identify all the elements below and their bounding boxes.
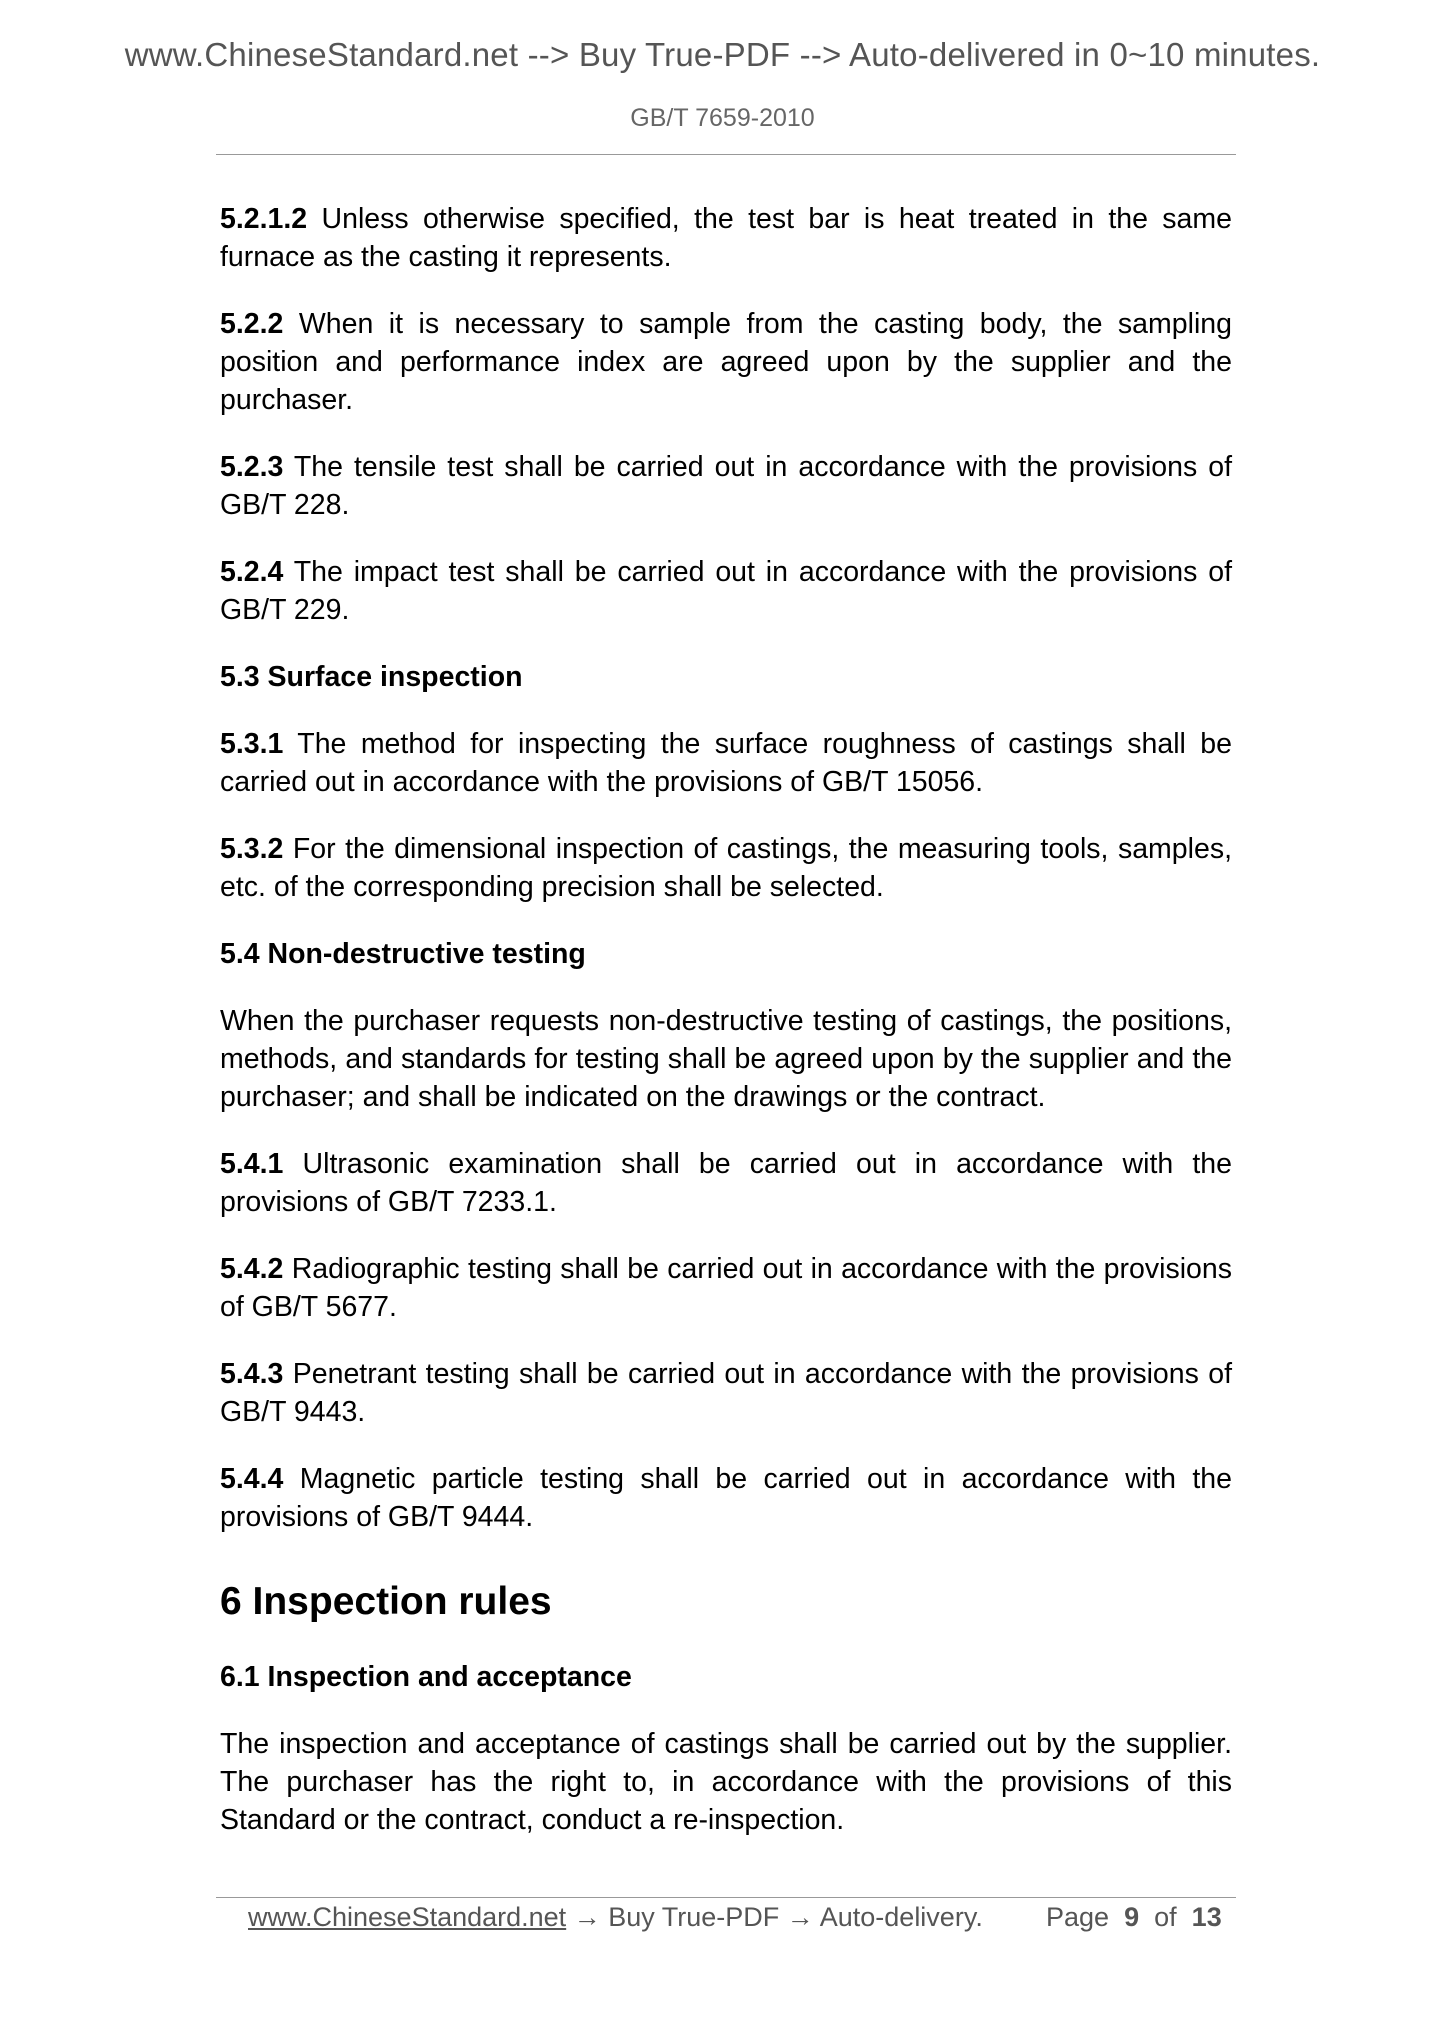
document-body — [220, 200, 1232, 1868]
page-label: Page — [1046, 1902, 1110, 1932]
section-5-4-intro: When the purchaser requests non-destructive testing of castings, the positions, methods, and standards for testing shall be agreed upon by the supplier and the purchaser; and shall be indicated on the drawings or the contract. — [220, 1005, 1232, 1113]
clause-text: For the dimensional inspection of castings, the measuring tools, samples, etc. of the corresponding precision shall be selected. — [220, 833, 1232, 903]
page-indicator — [1046, 1902, 1222, 1933]
clause-text: The impact test shall be carried out in accordance with the provisions of GB/T 229. — [220, 556, 1232, 626]
clause-text: Unless otherwise specified, the test bar is heat treated in the same furnace as the casting it represents. — [220, 203, 1232, 273]
clause-5-2-2 — [220, 305, 1232, 419]
clause-text: Magnetic particle testing shall be carried out in accordance with the provisions of GB/T 9444. — [220, 1463, 1232, 1533]
clause-text: The tensile test shall be carried out in accordance with the provisions of GB/T 228. — [220, 451, 1232, 521]
page-total: 13 — [1191, 1902, 1222, 1932]
of-label: of — [1154, 1902, 1177, 1932]
section-heading-5-3: 5.3 Surface inspection — [220, 661, 523, 693]
clause-text: When it is necessary to sample from the casting body, the sampling position and performance index are agreed upon by the supplier and the purchaser. — [220, 308, 1232, 416]
clause-number: 5.2.2 — [220, 308, 284, 340]
clause-5-3-1 — [220, 725, 1232, 801]
clause-number: 5.4.3 — [220, 1358, 284, 1390]
clause-number: 5.3.1 — [220, 728, 284, 760]
document-code: GB/T 7659-2010 — [630, 104, 815, 132]
clause-5-2-1-2 — [220, 200, 1232, 276]
header-divider — [216, 154, 1236, 155]
clause-text: Penetrant testing shall be carried out in accordance with the provisions of GB/T 9443. — [220, 1358, 1232, 1428]
footer-tagline: → Buy True-PDF → Auto-delivery. — [566, 1902, 983, 1932]
page-number: 9 — [1124, 1902, 1140, 1932]
page-footer — [248, 1902, 1222, 1933]
footer-divider — [216, 1897, 1236, 1898]
section-6-1-text: The inspection and acceptance of castings shall be carried out by the supplier. The purchaser has the right to, in accordance with the provisions of this Standard or the contract, conduct a re-inspection. — [220, 1728, 1232, 1836]
clause-5-2-3 — [220, 448, 1232, 524]
clause-number: 5.4.1 — [220, 1148, 284, 1180]
chapter-heading-6: 6 Inspection rules — [220, 1580, 552, 1623]
clause-text: Radiographic testing shall be carried out in accordance with the provisions of GB/T 5677. — [220, 1253, 1232, 1323]
clause-5-4-1 — [220, 1145, 1232, 1221]
clause-5-2-4 — [220, 553, 1232, 629]
clause-number: 5.4.2 — [220, 1253, 284, 1285]
clause-number: 5.4.4 — [220, 1463, 284, 1495]
clause-number: 5.2.1.2 — [220, 203, 308, 235]
section-heading-6-1: 6.1 Inspection and acceptance — [220, 1661, 632, 1693]
clause-number: 5.2.4 — [220, 556, 284, 588]
clause-5-3-2 — [220, 830, 1232, 906]
clause-5-4-2 — [220, 1250, 1232, 1326]
footer-website-link[interactable]: www.ChineseStandard.net — [248, 1902, 567, 1932]
top-banner: www.ChineseStandard.net --> Buy True-PDF --> Auto-delivered in 0~10 minutes. — [124, 36, 1321, 73]
section-heading-5-4: 5.4 Non-destructive testing — [220, 938, 586, 970]
clause-text: The method for inspecting the surface roughness of castings shall be carried out in accordance with the provisions of GB/T 15056. — [220, 728, 1232, 798]
clause-number: 5.2.3 — [220, 451, 284, 483]
clause-text: Ultrasonic examination shall be carried out in accordance with the provisions of GB/T 7233.1. — [220, 1148, 1232, 1218]
clause-5-4-4 — [220, 1460, 1232, 1536]
clause-number: 5.3.2 — [220, 833, 284, 865]
clause-5-4-3 — [220, 1355, 1232, 1431]
